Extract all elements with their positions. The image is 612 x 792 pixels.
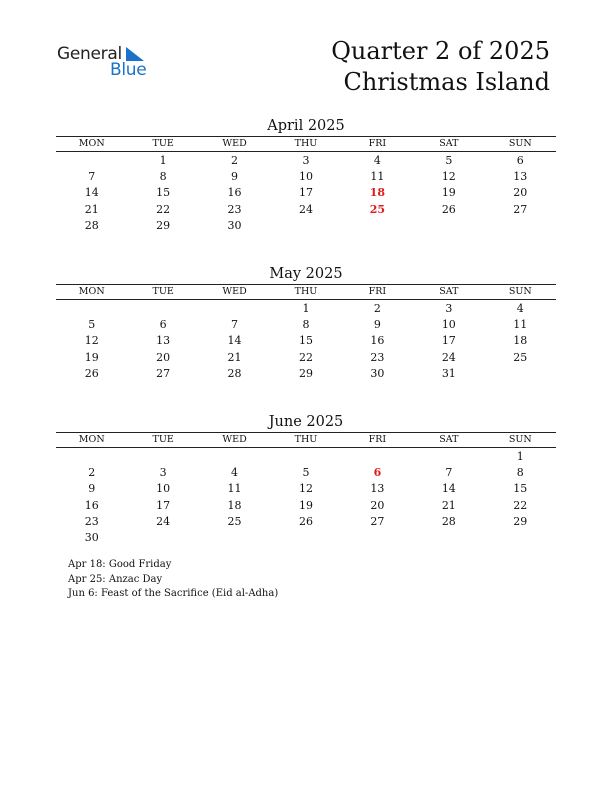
- day-cell: 30: [227, 218, 242, 232]
- day-cell: 13: [156, 334, 171, 348]
- day-cell: 27: [370, 514, 385, 528]
- day-cell: 29: [156, 218, 171, 232]
- week-row: [56, 300, 556, 318]
- day-cell: 12: [441, 170, 456, 184]
- day-cell: 24: [156, 514, 171, 528]
- day-cell: 3: [159, 466, 167, 480]
- day-cell: 14: [441, 482, 456, 496]
- day-cell: 5: [302, 466, 310, 480]
- day-cell: 24: [298, 202, 313, 216]
- day-cell: 16: [227, 186, 242, 200]
- day-cell: 30: [84, 531, 99, 545]
- day-cell: 10: [156, 482, 171, 496]
- day-cell: 17: [441, 334, 456, 348]
- day-cell: 26: [298, 514, 313, 528]
- week-row: [56, 169, 556, 185]
- day-cell: 17: [156, 498, 171, 512]
- day-cell: 17: [298, 186, 313, 200]
- month-june: [56, 412, 556, 546]
- day-cell: 16: [84, 498, 99, 512]
- week-row: [56, 498, 556, 514]
- weekday-header: FRI: [342, 137, 413, 152]
- week-row: [56, 152, 556, 170]
- week-row: [56, 448, 556, 466]
- week-row: [56, 218, 556, 234]
- day-cell: 4: [373, 154, 381, 167]
- empty-cell: [485, 218, 556, 234]
- week-row: [56, 185, 556, 201]
- day-cell: 15: [298, 334, 313, 348]
- empty-cell: [199, 448, 270, 466]
- weekday-header: SAT: [413, 433, 484, 448]
- day-cell: 1: [516, 450, 524, 463]
- day-cell: 27: [513, 202, 528, 216]
- day-cell: 7: [231, 318, 239, 332]
- holiday-note: Jun 6: Feast of the Sacrifice (Eid al-Adha): [68, 588, 279, 599]
- day-cell: 10: [298, 170, 313, 184]
- empty-cell: [342, 530, 413, 546]
- weekday-header: WED: [199, 433, 270, 448]
- day-cell: 22: [298, 350, 313, 364]
- day-cell: 13: [370, 482, 385, 496]
- day-cell: 30: [370, 366, 385, 380]
- day-cell: 4: [516, 302, 524, 315]
- day-cell: 25: [227, 514, 242, 528]
- week-row: [56, 465, 556, 481]
- month-april: [56, 116, 556, 234]
- empty-cell: [199, 530, 270, 546]
- day-cell: 9: [88, 482, 96, 496]
- day-cell: 7: [445, 466, 453, 480]
- month-may: [56, 264, 556, 382]
- empty-cell: [413, 218, 484, 234]
- generalblue-logo: [57, 44, 157, 84]
- weekday-header: FRI: [342, 433, 413, 448]
- day-cell: 28: [227, 366, 242, 380]
- day-cell: 5: [88, 318, 96, 332]
- empty-cell: [270, 218, 341, 234]
- weekday-header: WED: [199, 137, 270, 152]
- weekday-header: TUE: [127, 137, 198, 152]
- weekday-header: MON: [56, 433, 127, 448]
- day-cell: 4: [231, 466, 239, 480]
- day-cell: 12: [84, 334, 99, 348]
- day-cell: 14: [84, 186, 99, 200]
- weekday-header: SUN: [485, 433, 556, 448]
- day-cell: 25: [513, 350, 528, 364]
- weekday-header: SUN: [485, 285, 556, 300]
- week-row: [56, 333, 556, 349]
- day-cell: 6: [516, 154, 524, 167]
- day-cell: 18: [227, 498, 242, 512]
- day-cell: 27: [156, 366, 171, 380]
- weekday-header: FRI: [342, 285, 413, 300]
- day-cell: 21: [227, 350, 242, 364]
- weekday-header: TUE: [127, 285, 198, 300]
- holiday-day-cell: 25: [369, 202, 386, 216]
- weekday-header: SAT: [413, 137, 484, 152]
- day-cell: 28: [84, 218, 99, 232]
- day-cell: 24: [441, 350, 456, 364]
- day-cell: 20: [156, 350, 171, 364]
- day-cell: 2: [231, 154, 239, 167]
- day-cell: 31: [441, 366, 456, 380]
- empty-cell: [56, 300, 127, 318]
- day-cell: 20: [370, 498, 385, 512]
- title-region: Christmas Island: [343, 68, 550, 96]
- weekday-header: WED: [199, 285, 270, 300]
- day-cell: 9: [373, 318, 381, 332]
- day-cell: 13: [513, 170, 528, 184]
- day-cell: 26: [84, 366, 99, 380]
- week-row: [56, 350, 556, 366]
- day-cell: 21: [84, 202, 99, 216]
- day-cell: 20: [513, 186, 528, 200]
- day-cell: 23: [227, 202, 242, 216]
- day-cell: 19: [84, 350, 99, 364]
- logo-text-general: General: [57, 44, 122, 64]
- day-cell: 7: [88, 170, 96, 184]
- day-cell: 19: [441, 186, 456, 200]
- empty-cell: [342, 218, 413, 234]
- week-row: [56, 530, 556, 546]
- holiday-notes: [68, 558, 278, 602]
- weekday-header: THU: [270, 433, 341, 448]
- title-quarter: Quarter 2 of 2025: [331, 37, 550, 65]
- weekday-header: THU: [270, 137, 341, 152]
- day-cell: 1: [302, 302, 310, 315]
- day-cell: 15: [156, 186, 171, 200]
- day-cell: 11: [513, 318, 528, 332]
- day-cell: 12: [298, 482, 313, 496]
- holiday-note: Apr 25: Anzac Day: [68, 573, 163, 585]
- weekday-header: SAT: [413, 285, 484, 300]
- day-cell: 26: [441, 202, 456, 216]
- day-cell: 11: [370, 170, 385, 184]
- day-cell: 19: [298, 498, 313, 512]
- week-row: [56, 317, 556, 333]
- day-cell: 3: [302, 154, 310, 167]
- day-cell: 8: [302, 318, 310, 332]
- day-cell: 22: [156, 202, 171, 216]
- empty-cell: [56, 152, 127, 170]
- empty-cell: [127, 530, 198, 546]
- day-cell: 5: [445, 154, 453, 167]
- holiday-day-cell: 6: [373, 466, 382, 480]
- empty-cell: [270, 448, 341, 466]
- day-cell: 8: [159, 170, 167, 184]
- empty-cell: [56, 448, 127, 466]
- holiday-note: Apr 18: Good Friday: [68, 559, 172, 570]
- day-cell: 14: [227, 334, 242, 348]
- week-row: [56, 481, 556, 497]
- day-cell: 23: [84, 514, 99, 528]
- day-cell: 8: [516, 466, 524, 480]
- day-cell: 3: [445, 302, 453, 315]
- empty-cell: [127, 448, 198, 466]
- day-cell: 18: [513, 334, 528, 348]
- calendar-grid: [56, 284, 556, 382]
- week-row: [56, 366, 556, 382]
- page-title: [331, 36, 550, 98]
- weekday-header: TUE: [127, 433, 198, 448]
- day-cell: 28: [441, 514, 456, 528]
- day-cell: 2: [373, 302, 381, 315]
- day-cell: 6: [159, 318, 167, 332]
- day-cell: 2: [88, 466, 96, 480]
- empty-cell: [485, 366, 556, 382]
- week-row: [56, 514, 556, 530]
- month-title: April 2025: [267, 118, 345, 134]
- weekday-header: SUN: [485, 137, 556, 152]
- month-title: May 2025: [269, 266, 343, 282]
- day-cell: 16: [370, 334, 385, 348]
- day-cell: 21: [441, 498, 456, 512]
- day-cell: 1: [159, 154, 167, 167]
- day-cell: 29: [513, 514, 528, 528]
- calendar-grid: [56, 432, 556, 546]
- empty-cell: [199, 300, 270, 318]
- day-cell: 11: [227, 482, 242, 496]
- week-row: [56, 202, 556, 218]
- calendar-grid: [56, 136, 556, 234]
- weekday-header: THU: [270, 285, 341, 300]
- empty-cell: [485, 530, 556, 546]
- day-cell: 10: [441, 318, 456, 332]
- empty-cell: [342, 448, 413, 466]
- logo-text-blue: Blue: [110, 60, 147, 80]
- month-title: June 2025: [268, 414, 344, 430]
- weekday-header: MON: [56, 137, 127, 152]
- empty-cell: [270, 530, 341, 546]
- holiday-day-cell: 18: [369, 186, 386, 200]
- empty-cell: [413, 530, 484, 546]
- empty-cell: [127, 300, 198, 318]
- day-cell: 23: [370, 350, 385, 364]
- day-cell: 29: [298, 366, 313, 380]
- day-cell: 15: [513, 482, 528, 496]
- day-cell: 22: [513, 498, 528, 512]
- weekday-header: MON: [56, 285, 127, 300]
- day-cell: 9: [231, 170, 239, 184]
- empty-cell: [413, 448, 484, 466]
